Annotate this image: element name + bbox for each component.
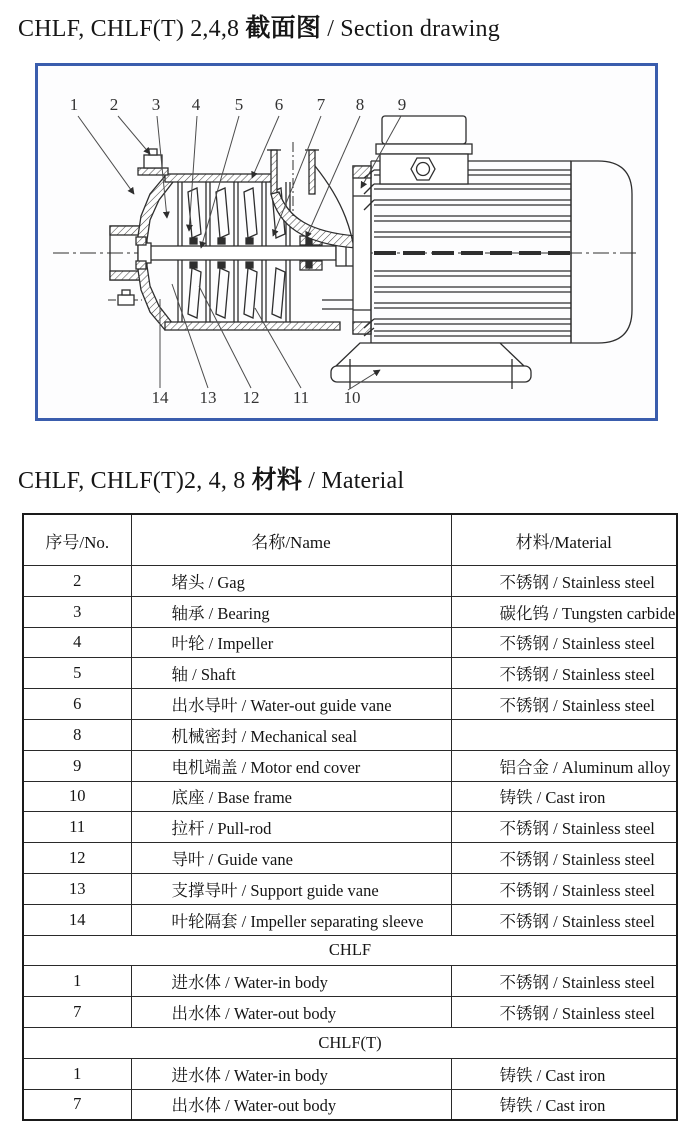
title-cjk-bold: 材料 — [251, 467, 303, 494]
cell-no: 7 — [23, 1089, 131, 1120]
cell-material: 不锈钢 / Stainless steel — [451, 843, 677, 874]
section-drawing-title — [18, 8, 500, 44]
cell-no: 8 — [23, 719, 131, 750]
cell-no: 5 — [23, 658, 131, 689]
cell-name: 出水导叶 / Water-out guide vane — [131, 689, 451, 720]
cell-material: 不锈钢 / Stainless steel — [451, 997, 677, 1028]
cell-name: 轴承 / Bearing — [131, 596, 451, 627]
table-row — [23, 843, 677, 874]
cell-no: 10 — [23, 781, 131, 812]
callout-label: 2 — [109, 95, 119, 114]
cell-name: 电机端盖 / Motor end cover — [131, 750, 451, 781]
cell-name: 出水体 / Water-out body — [131, 997, 451, 1028]
col-header-name: 名称/Name — [131, 514, 451, 566]
cell-name: 拉杆 / Pull-rod — [131, 812, 451, 843]
callout-label: 11 — [292, 388, 310, 407]
cell-material: 不锈钢 / Stainless steel — [451, 627, 677, 658]
table-row — [23, 750, 677, 781]
cell-no: 14 — [23, 904, 131, 935]
callout-label: 8 — [355, 95, 365, 114]
gag-plug — [138, 149, 168, 175]
table-row — [23, 566, 677, 597]
cell-material: 铸铁 / Cast iron — [451, 781, 677, 812]
callout-label: 9 — [397, 95, 407, 114]
cell-name: 支撑导叶 / Support guide vane — [131, 873, 451, 904]
callout-label: 10 — [343, 388, 361, 407]
cell-material: 不锈钢 / Stainless steel — [451, 689, 677, 720]
cell-name: 进水体 / Water-in body — [131, 1058, 451, 1089]
title-suffix: / Section drawing — [321, 16, 500, 42]
pump-linework — [53, 116, 640, 389]
col-header-material: 材料/Material — [451, 514, 677, 566]
cell-material: 碳化钨 / Tungsten carbide — [451, 596, 677, 627]
cell-name: 进水体 / Water-in body — [131, 966, 451, 997]
cell-no: 4 — [23, 627, 131, 658]
cell-material: 铝合金 / Aluminum alloy — [451, 750, 677, 781]
cell-material: 不锈钢 / Stainless steel — [451, 873, 677, 904]
cell-name: 叶轮隔套 / Impeller separating sleeve — [131, 904, 451, 935]
table-section-row — [23, 1027, 677, 1058]
callout-label: 6 — [274, 95, 284, 114]
callout-label: 3 — [151, 95, 161, 114]
section-drawing-frame — [35, 63, 658, 421]
cell-no: 6 — [23, 689, 131, 720]
callout-label: 12 — [242, 388, 260, 407]
table-row — [23, 873, 677, 904]
table-row — [23, 658, 677, 689]
cell-material: 不锈钢 / Stainless steel — [451, 812, 677, 843]
table-row — [23, 781, 677, 812]
table-row — [23, 966, 677, 997]
table-section-row — [23, 935, 677, 966]
hex-plug — [411, 158, 435, 180]
table-row — [23, 904, 677, 935]
callout-label: 4 — [191, 95, 201, 114]
casing-bottom-shell — [165, 322, 340, 330]
callout-label: 7 — [316, 95, 326, 114]
cell-material: 不锈钢 / Stainless steel — [451, 658, 677, 689]
title-latin: CHLF, CHLF(T)2, 4, 8 — [18, 468, 252, 494]
material-title — [18, 460, 404, 496]
cell-material: 不锈钢 / Stainless steel — [451, 966, 677, 997]
cell-no: 1 — [23, 966, 131, 997]
section-drawing — [38, 66, 655, 418]
table-row — [23, 689, 677, 720]
callout-label: 14 — [151, 388, 169, 407]
cell-material — [451, 719, 677, 750]
cell-name: 机械密封 / Mechanical seal — [131, 719, 451, 750]
cell-material: 铸铁 / Cast iron — [451, 1089, 677, 1120]
cell-material: 不锈钢 / Stainless steel — [451, 904, 677, 935]
cell-name: 叶轮 / Impeller — [131, 627, 451, 658]
title-latin: CHLF, CHLF(T) 2,4,8 — [18, 16, 246, 42]
table-row — [23, 1058, 677, 1089]
cell-name: 轴 / Shaft — [131, 658, 451, 689]
drain-bolt — [108, 290, 142, 305]
motor-end-cover — [353, 166, 371, 334]
cell-name: 底座 / Base frame — [131, 781, 451, 812]
cell-no: 9 — [23, 750, 131, 781]
callout-label: 1 — [69, 95, 79, 114]
cell-no: 1 — [23, 1058, 131, 1089]
cell-material: 铸铁 / Cast iron — [451, 1058, 677, 1089]
cell-section-label: CHLF(T) — [23, 1027, 677, 1058]
cell-no: 2 — [23, 566, 131, 597]
cell-material: 不锈钢 / Stainless steel — [451, 566, 677, 597]
cell-no: 3 — [23, 596, 131, 627]
cell-no: 12 — [23, 843, 131, 874]
title-cjk-bold: 截面图 — [245, 15, 322, 42]
table-row — [23, 719, 677, 750]
cell-no: 11 — [23, 812, 131, 843]
table-header-row — [23, 514, 677, 566]
material-table — [22, 513, 678, 1121]
motor-body — [364, 161, 632, 343]
material-table-body — [23, 566, 677, 1120]
cell-name: 出水体 / Water-out body — [131, 1089, 451, 1120]
cell-name: 导叶 / Guide vane — [131, 843, 451, 874]
callout-label: 13 — [199, 388, 217, 407]
callout-label: 5 — [234, 95, 244, 114]
cell-section-label: CHLF — [23, 935, 677, 966]
cell-name: 堵头 / Gag — [131, 566, 451, 597]
table-row — [23, 812, 677, 843]
table-row — [23, 627, 677, 658]
terminal-box — [376, 116, 472, 184]
table-row — [23, 1089, 677, 1120]
cell-no: 7 — [23, 997, 131, 1028]
cell-no: 13 — [23, 873, 131, 904]
col-header-no: 序号/No. — [23, 514, 131, 566]
title-suffix: / Material — [302, 468, 405, 494]
table-row — [23, 596, 677, 627]
table-row — [23, 997, 677, 1028]
